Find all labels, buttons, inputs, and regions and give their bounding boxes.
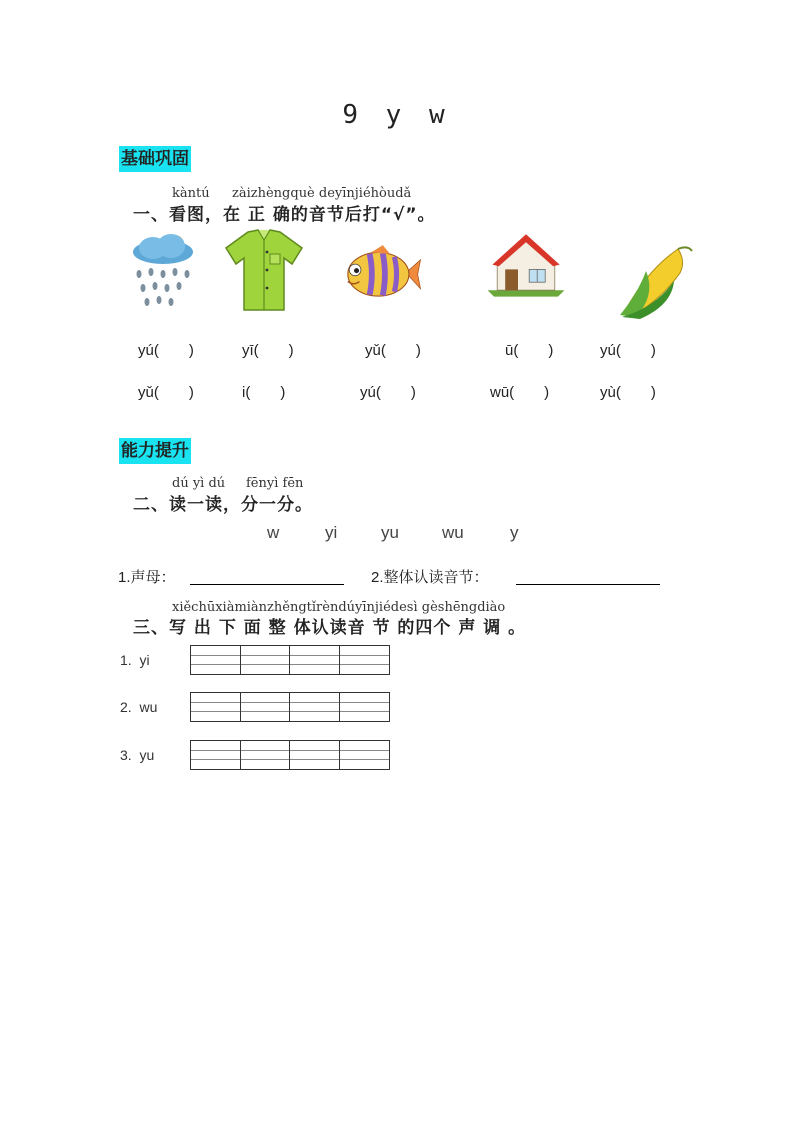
q2-answer-blank-initials[interactable]: [190, 566, 344, 585]
q1-option-r1-c1[interactable]: yú( ): [138, 342, 194, 359]
q1-option-r2-c5[interactable]: yù( ): [600, 384, 656, 401]
writing-grid[interactable]: [190, 645, 390, 675]
q1-pinyin-a: kàntú: [172, 186, 210, 201]
q1-option-r1-c2[interactable]: yī( ): [242, 342, 294, 359]
q1-option-r2-c4[interactable]: wū( ): [490, 384, 550, 401]
q1-option-r1-c4[interactable]: ū( ): [505, 342, 554, 359]
section-tag-basic: 基础巩固: [119, 146, 191, 172]
corn-icon: [616, 238, 696, 324]
q3-pinyin: xiěchūxiàmiànzhěngtǐrèndúyīnjiédesì gèshēngdiào: [172, 600, 506, 615]
q2-word: yu: [381, 523, 399, 542]
q2-fill-label-initials: 1.声母：: [118, 569, 176, 586]
q1-pinyin-b: zàizhèngquè deyīnjiéhòudǎ: [232, 186, 412, 201]
q1-option-r2-c3[interactable]: yú( ): [360, 384, 416, 401]
q3-row-label: 2. wu: [120, 699, 158, 715]
q2-fill-label-whole: 2.整体认读音节：: [371, 569, 489, 586]
q2-answer-blank-whole[interactable]: [516, 566, 660, 585]
writing-grid[interactable]: [190, 740, 390, 770]
q2-word: yi: [325, 523, 338, 542]
shirt-icon: [224, 226, 304, 312]
q2-word: w: [267, 523, 280, 542]
rain-cloud-icon: [125, 228, 205, 314]
q2-word: wu: [442, 523, 464, 542]
q3-question: 三、写 出 下 面 整 体认读音 节 的四个 声 调 。: [133, 618, 527, 638]
fish-icon: [342, 232, 422, 318]
q3-row-label: 3. yu: [120, 747, 155, 763]
q1-option-r1-c5[interactable]: yú( ): [600, 342, 656, 359]
writing-grid[interactable]: [190, 692, 390, 722]
q1-question: 一、看图，在 正 确的音节后打“√”。: [133, 205, 436, 225]
q2-question: 二、读一读，分一分。: [133, 495, 313, 515]
house-icon: [486, 224, 566, 310]
q1-option-r2-c2[interactable]: i( ): [242, 384, 286, 401]
q3-row-label: 1. yi: [120, 652, 150, 668]
q2-pinyin-b: fēnyì fēn: [246, 476, 304, 491]
page-title: 9 y w: [342, 100, 451, 130]
q1-option-r1-c3[interactable]: yǔ( ): [365, 342, 421, 359]
q1-option-r2-c1[interactable]: yǔ( ): [138, 384, 194, 401]
q2-word: y: [510, 523, 519, 542]
section-tag-ability: 能力提升: [119, 438, 191, 464]
q2-pinyin-a: dú yì dú: [172, 476, 226, 491]
